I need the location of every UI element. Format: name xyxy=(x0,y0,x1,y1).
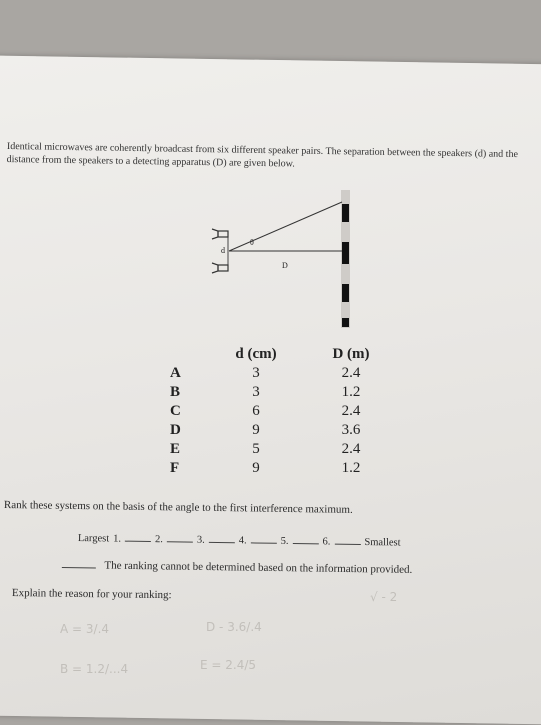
table-row xyxy=(170,402,400,421)
top-speaker xyxy=(218,231,228,237)
row-D: 1.2 xyxy=(341,384,361,400)
speaker-diagram xyxy=(196,184,366,334)
header-d: d (cm) xyxy=(235,346,277,362)
bright-fringe-3 xyxy=(342,284,349,302)
speaker-diagram-svg xyxy=(196,184,366,334)
slot-2-label: 2. xyxy=(154,534,163,546)
rank-blank-5[interactable] xyxy=(292,533,318,544)
largest-label: Largest xyxy=(77,532,110,545)
table-row xyxy=(170,421,400,440)
label-D: D xyxy=(282,261,288,270)
cannot-determine-blank[interactable] xyxy=(62,557,96,568)
row-d: 9 xyxy=(252,422,260,438)
row-letter: E xyxy=(170,441,181,457)
slot-5-label: 5. xyxy=(280,535,289,547)
problem-statement: Identical microwaves are coherently broadcast from six different speaker pairs. The separation between the speakers (d) and the distance from the speakers to a detecting apparatus (D) are given below. xyxy=(6,140,519,170)
rank-blank-3[interactable] xyxy=(209,532,235,543)
row-D: 1.2 xyxy=(341,460,361,476)
slot-6-label: 6. xyxy=(322,536,331,548)
slot-3-label: 3. xyxy=(196,534,205,546)
row-letter: C xyxy=(170,403,181,419)
bottom-speaker xyxy=(218,265,228,271)
pencil-note-d: D - 3.6/.4 xyxy=(206,620,262,634)
table-row xyxy=(170,459,400,478)
row-D: 2.4 xyxy=(341,403,361,419)
label-theta: θ xyxy=(250,238,254,247)
pencil-note-e: E = 2.4/5 xyxy=(200,658,257,672)
table-row xyxy=(170,383,400,402)
smallest-label: Smallest xyxy=(364,537,401,549)
table-row xyxy=(170,364,400,383)
row-letter: D xyxy=(170,422,181,438)
pencil-note-a: A = 3/.4 xyxy=(60,622,110,636)
slot-4-label: 4. xyxy=(238,535,247,547)
slot-1-label: 1. xyxy=(113,533,122,545)
angled-ray xyxy=(229,202,342,251)
row-d: 3 xyxy=(252,384,260,400)
pencil-note-side: √ - 2 xyxy=(370,590,398,604)
explain-prompt: Explain the reason for your ranking: xyxy=(11,587,172,602)
rank-blank-1[interactable] xyxy=(125,531,151,542)
cannot-determine-text: The ranking cannot be determined based on the information provided. xyxy=(104,559,413,576)
bright-fringe-4 xyxy=(342,318,349,327)
row-D: 2.4 xyxy=(341,365,361,381)
row-d: 5 xyxy=(252,441,260,457)
row-letter: A xyxy=(170,365,181,381)
row-d: 3 xyxy=(252,365,260,381)
table-row xyxy=(170,440,400,459)
bright-fringe-2 xyxy=(342,242,349,264)
label-d: d xyxy=(221,246,225,255)
rank-blank-2[interactable] xyxy=(167,531,193,542)
table-header xyxy=(170,345,400,364)
row-letter: F xyxy=(170,460,180,476)
rank-blank-4[interactable] xyxy=(251,532,277,543)
row-letter: B xyxy=(170,384,181,400)
rank-blank-6[interactable] xyxy=(334,534,360,545)
row-d: 9 xyxy=(252,460,260,476)
row-d: 6 xyxy=(252,403,260,419)
pencil-note-b: B = 1.2/...4 xyxy=(60,662,129,676)
speaker-table xyxy=(170,345,400,478)
ranking-question: Rank these systems on the basis of the angle to the first interference maximum. xyxy=(3,499,353,516)
row-D: 2.4 xyxy=(341,441,361,457)
header-D: D (m) xyxy=(332,346,370,362)
row-D: 3.6 xyxy=(341,422,361,438)
bright-fringe-1 xyxy=(342,204,349,222)
